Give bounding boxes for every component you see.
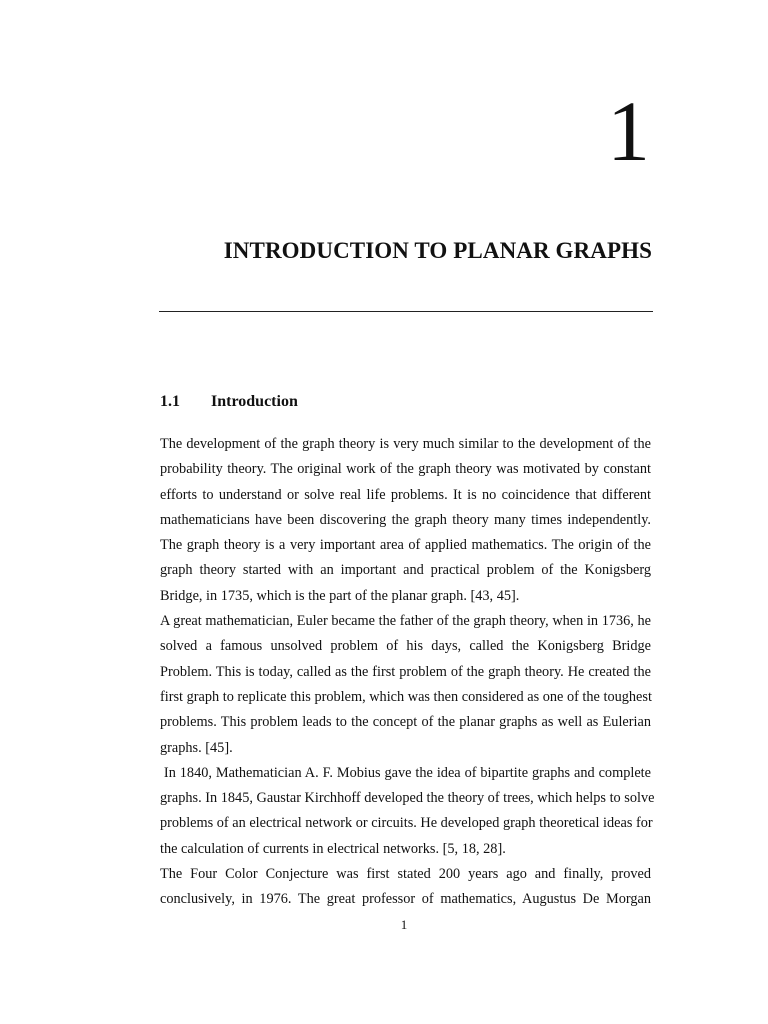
text-line: graphs. In 1845, Gaustar Kirchhoff developed the theory of trees, which helps to solve bbox=[160, 790, 655, 807]
section-title: Introduction bbox=[211, 393, 298, 410]
chapter-divider bbox=[159, 311, 653, 312]
text-line: mathematicians have been discovering the graph theory many times independently. bbox=[160, 511, 651, 528]
text-line: The graph theory is a very important area of applied mathematics. The origin of the bbox=[160, 537, 651, 554]
chapter-number: 1 bbox=[607, 83, 650, 179]
text-line: efforts to understand or solve real life problems. It is no coincidence that different bbox=[160, 486, 651, 503]
text-line: problems. This problem leads to the concept of the planar graphs as well as Eulerian bbox=[160, 714, 651, 731]
text-line: The Four Color Conjecture was first stated 200 years ago and finally, proved bbox=[160, 866, 651, 883]
text-line: solved a famous unsolved problem of his days, called the Konigsberg Bridge bbox=[160, 638, 651, 655]
text-line: first graph to replicate this problem, which was then considered as one of the toughest bbox=[160, 688, 652, 705]
section-heading bbox=[160, 393, 298, 411]
text-line: graph theory started with an important and practical problem of the Konigsberg bbox=[160, 562, 651, 579]
text-line: graphs. [45]. bbox=[160, 739, 233, 756]
text-line: problems of an electrical network or circuits. He developed graph theoretical ideas for bbox=[160, 815, 653, 832]
text-line: The development of the graph theory is very much similar to the development of the bbox=[160, 436, 651, 452]
text-line: Problem. This is today, called as the first problem of the graph theory. He created the bbox=[160, 663, 651, 680]
chapter-title: INTRODUCTION TO PLANAR GRAPHS bbox=[223, 238, 652, 263]
page-number: 1 bbox=[400, 917, 408, 932]
text-line: conclusively, in 1976. The great professor of mathematics, Augustus De Morgan bbox=[160, 891, 651, 908]
section-number: 1.1 bbox=[160, 393, 180, 410]
text-line: A great mathematician, Euler became the father of the graph theory, when in 1736, he bbox=[160, 613, 651, 630]
text-line: In 1840, Mathematician A. F. Mobius gave the idea of bipartite graphs and complete bbox=[160, 764, 651, 781]
text-line: Bridge, in 1735, which is the part of the planar graph. [43, 45]. bbox=[160, 587, 520, 604]
body-text bbox=[160, 432, 655, 913]
text-line: the calculation of currents in electrical networks. [5, 18, 28]. bbox=[160, 840, 506, 857]
text-line: probability theory. The original work of the graph theory was motivated by constant bbox=[160, 461, 651, 478]
